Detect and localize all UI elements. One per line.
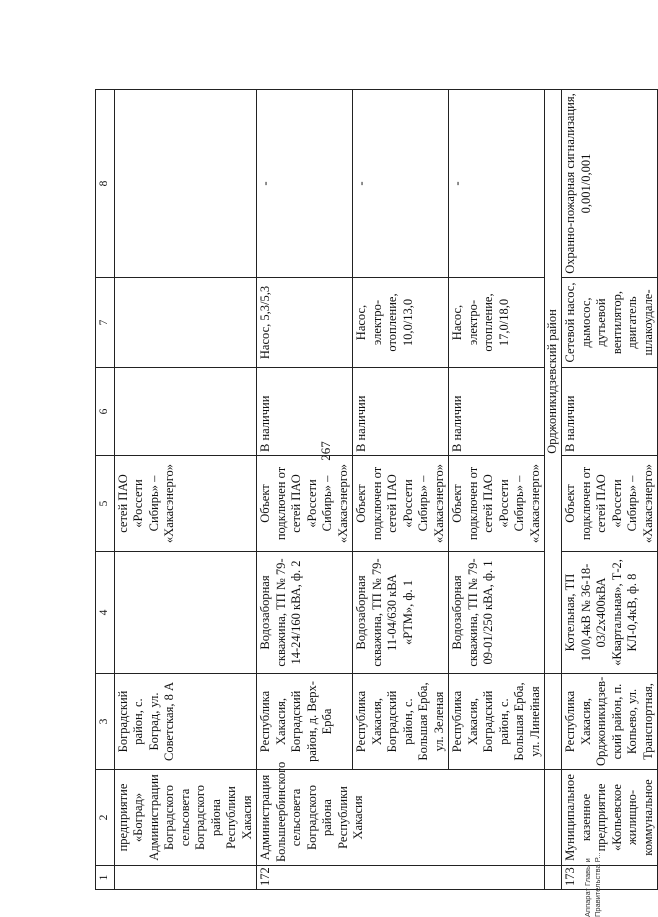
cell-empty xyxy=(545,770,562,866)
col-header-7: 7 xyxy=(96,278,115,368)
cell-reserve: В наличии xyxy=(257,368,353,456)
cell-empty xyxy=(545,674,562,770)
cell-supply: Водозаборная скважина, ТП № 79-09-01/250 кВА, ф. 1 xyxy=(449,552,545,674)
col-header-2: 2 xyxy=(96,770,115,866)
cell-status: сетей ПАО «Россети Сибирь» – «Хакасэнерго» xyxy=(114,456,257,552)
cell-reserve: В наличии xyxy=(353,368,449,456)
cell-address: Республика Хакасия, Орджоникидзев-ский район, п. Копьево, ул. Транспортная, xyxy=(562,674,658,770)
cell-org: предприятие «Боград» Администрации Боградского сельсовета Боградского района Республики Хакасия xyxy=(114,770,257,866)
cell-status: Объект подключен от сетей ПАО «Россети Сибирь» – «Хакасэнерго» xyxy=(562,456,658,552)
cell-num xyxy=(114,866,257,890)
cell-load xyxy=(114,278,257,368)
cell-load: Насос, электро-отопление, 10,0/13,0 xyxy=(353,278,449,368)
cell-address: Республика Хакасия, Боградский район, с. Большая Ерба, ул. Зеленая xyxy=(353,674,449,770)
cell-address: Боградский район, с. Боград, ул. Советская, 8 А xyxy=(114,674,257,770)
cell-supply: Котельная, ТП 10/0,4кВ № 36-18-03/2х400кВА «Квартальная», Т-2, КЛ-0,4кВ, ф. 8 xyxy=(562,552,658,674)
col-header-5: 5 xyxy=(96,456,115,552)
cell-status: Объект подключен от сетей ПАО «Россети Сибирь» – «Хакасэнерго» xyxy=(353,456,449,552)
cell-address: Республика Хакасия, Боградский район, с. Большая Ерба, ул. Линейная xyxy=(449,674,545,770)
cell-critical: - xyxy=(449,90,545,278)
cell-load: Сетевой насос, дымосос, дутьевой вентилятор, двигатель шлакоудале- xyxy=(562,278,658,368)
cell-load: Насос, электро-отопление, 17,0/18,0 xyxy=(449,278,545,368)
cell-critical: Охранно-пожарная сигнализация, 0,001/0,001 xyxy=(562,90,658,278)
table-row xyxy=(562,90,658,890)
cell-supply xyxy=(114,552,257,674)
cell-empty xyxy=(545,866,562,890)
cell-num: 172 xyxy=(257,866,545,890)
col-header-6: 6 xyxy=(96,368,115,456)
header-row xyxy=(96,90,115,890)
section-title: Орджоникидзевский район xyxy=(545,90,562,674)
cell-critical: - xyxy=(257,90,353,278)
cell-org: Муниципальное казенное предприятие «Копьевское жилищно-коммунальное xyxy=(562,770,658,866)
table-row xyxy=(257,90,353,890)
col-header-3: 3 xyxy=(96,674,115,770)
page-number: 267 xyxy=(318,441,333,461)
cell-reserve xyxy=(114,368,257,456)
cell-supply: Водозаборная скважина, ТП № 79-14-24/160 кВА, ф. 2 xyxy=(257,552,353,674)
cell-critical: - xyxy=(353,90,449,278)
cell-org: Администрация Большеербинского сельсовета Боградского района Республики Хакасия xyxy=(257,770,545,866)
cell-reserve: В наличии xyxy=(562,368,658,456)
objects-table xyxy=(95,89,658,890)
col-header-1: 1 xyxy=(96,866,115,890)
cell-num: 173 xyxy=(562,866,658,890)
cell-status: Объект подключен от сетей ПАО «Россети Сибирь» – «Хакасэнерго» xyxy=(449,456,545,552)
cell-load: Насос, 5,3/5,3 xyxy=(257,278,353,368)
col-header-4: 4 xyxy=(96,552,115,674)
document-stamp: Аппарат Главы и Правительства Р... xyxy=(583,852,602,917)
cell-supply: Водозаборная скважина, ТП № 79-11-04/630 кВА «РТМ», ф. 1 xyxy=(353,552,449,674)
cell-critical xyxy=(114,90,257,278)
table-row xyxy=(114,90,257,890)
section-row xyxy=(545,90,562,890)
cell-status: Объект подключен от сетей ПАО «Россети Сибирь» – «Хакасэнерго» xyxy=(257,456,353,552)
col-header-8: 8 xyxy=(96,90,115,278)
cell-address: Республика Хакасия, Боградский район, д. Верх-Ерба xyxy=(257,674,353,770)
cell-reserve: В наличии xyxy=(449,368,545,456)
